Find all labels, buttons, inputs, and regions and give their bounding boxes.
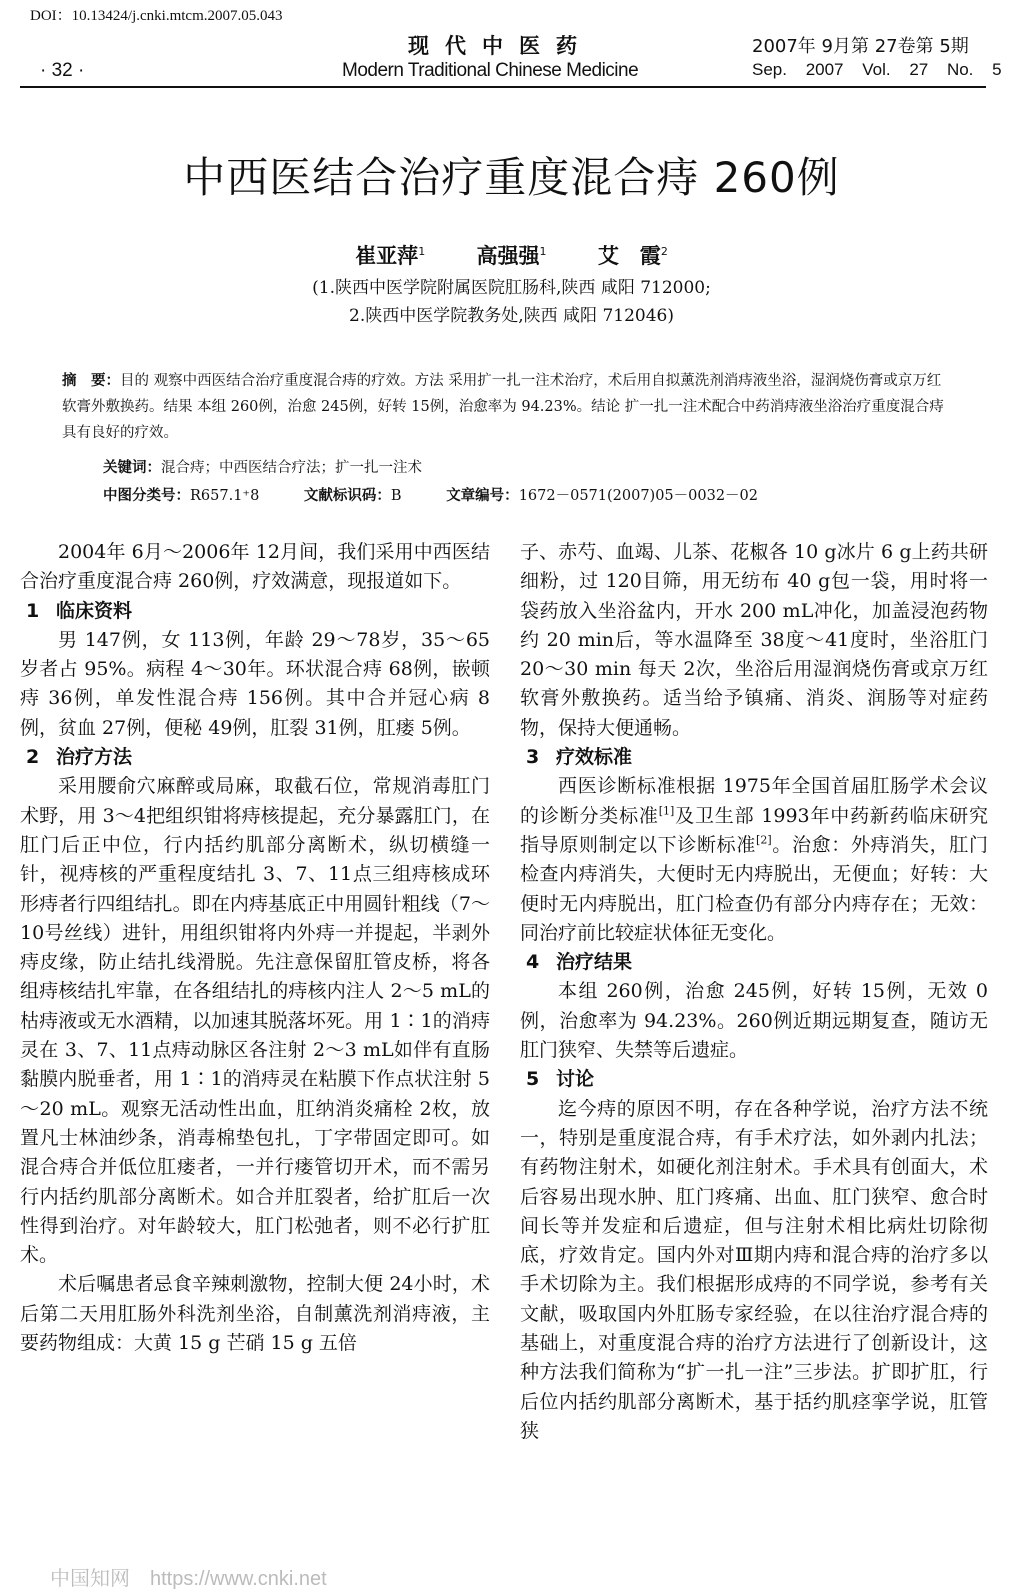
issue-info-cn: 2007年 9月第 27卷第 5期 <box>752 36 969 57</box>
classification-line <box>103 484 798 505</box>
article-title: 中西医结合治疗重度混合痔 260例 <box>183 153 840 202</box>
keywords <box>103 456 422 477</box>
paragraph: 西医诊断标准根据 1975年全国首届肛肠学术会议的诊断分类标准[1]及卫生部 1993年中药新药临床研究指导原则制定以下诊断标准[2]。治愈：外痔消失，肛门检查内痔消失，大便时无内痔脱出，无便血；好转：大便时无内痔脱出，肛门检查仍有部分内痔存在；无效：同治疗前比较症状体征无变化。 <box>520 775 988 944</box>
journal-name-cn: 现代中医药 <box>408 34 593 58</box>
abstract <box>62 368 954 446</box>
paragraph: 采用腰俞穴麻醉或局麻，取截石位，常规消毒肛门术野，用 3～4把组织钳将痔核提起，充分暴露肛门，在肛门后正中位，行内括约肌部分离断术，纵切横缝一针，视痔核的严重程度结扎 3、7、11点三组痔核成环形痔者行四组结扎。即在内痔基底正中用圆针粗线（7～10号丝线）进针，用组织钳将内外痔一并提起，半剥外痔皮缘，防止结扎线滑脱。先注意保留肛管皮桥，将各组痔核结扎牢靠，在各组结扎的痔核内注人 2～5 mL的枯痔液或无水酒精，以加速其脱落坏死。用 1∶1的消痔灵在 3、7、11点痔动脉区各注射 2～3 mL如伴有直肠黏膜内脱垂者，用 1∶1的消痔灵在粘膜下作点状注射 5～20 mL。观察无活动性出血，肛纳消炎痛栓 2枚，放置凡士林油纱条，消毒棉垫包扎，丁字带固定即可。如混合痔合并低位肛瘘者，一并行瘘管切开术，而不需另行内括约肌部分离断术。如合并肛裂者，给扩肛后一次性得到治疗。对年龄较大，肛门松弛者，则不必行扩肛术。 <box>20 775 490 1267</box>
right-column <box>520 538 988 1446</box>
section-heading: 4 治疗结果 <box>526 951 633 974</box>
citation-ref[interactable]: [1] <box>658 804 675 818</box>
paragraph: 本组 260例，治愈 245例，好转 15例，无效 0例，治愈率为 94.23%。260例近期远期复查，随访无肛门狭窄、失禁等后遗症。 <box>520 980 988 1062</box>
author: 艾 霞$^2$ <box>597 244 668 268</box>
author-list <box>0 240 1023 270</box>
header-rule <box>20 86 986 88</box>
article-number: 文章编号：1672－0571(2007)05－0032－02 <box>446 488 759 504</box>
affiliation-1: (1.陕西中医学院附属医院肛肠科,陕西 咸阳 712000; <box>312 278 711 298</box>
citation-ref[interactable]: [2] <box>756 833 772 847</box>
section-heading: 1 临床资料 <box>26 599 133 622</box>
keywords-text: 混合痔；中西医结合疗法；扩一扎一注术 <box>161 460 422 476</box>
left-column <box>20 538 490 1358</box>
issue-info-en: Sep. 2007 Vol. 27 No. 5 <box>752 60 1002 79</box>
section-heading: 2 治疗方法 <box>26 746 133 769</box>
intro-paragraph: 2004年 6月～2006年 12月间，我们采用中西医结合治疗重度混合痔 260例，疗效满意，现报道如下。 <box>20 541 490 593</box>
paragraph: 子、赤芍、血竭、儿茶、花椒各 10 g冰片 6 g上药共研细粉，过 120目筛，用无纺布 40 g包一袋，用时将一袋药放入坐浴盆内，开水 200 mL冲化，加盖浸泡药物约 20 min后，等水温降至 38度～41度时，坐浴肛门 20～30 min 每天 2次，坐浴后用湿润烧伤膏或京万红软膏外敷换药。适当给予镇痛、消炎、润肠等对症药物，保持大便通畅。 <box>520 541 988 739</box>
abstract-text: 目的 观察中西医结合治疗重度混合痔的疗效。方法 采用扩一扎一注术治疗，术后用自拟薰洗剂消痔液坐浴，湿润烧伤膏或京万红软膏外敷换药。结果 本组 260例，治愈 245例，好转 15例，治愈率为 94.23%。结论 扩一扎一注术配合中药消痔液坐浴治疗重度混合痔具有良好的疗效。 <box>62 373 944 441</box>
paragraph: 迄今痔的原因不明，存在各种学说，治疗方法不统一，特别是重度混合痔，有手术疗法，如外剥内扎法；有药物注射术，如硬化剂注射术。手术具有创面大，术后容易出现水肿、肛门疼痛、出血、肛门狭窄、愈合时间长等并发症和后遗症，但与注射术相比病灶切除彻底，疗效肯定。国内外对Ⅲ期内痔和混合痔的治疗多以手术切除为主。我们根据形成痔的不同学说，参考有关文献，吸取国内外肛肠专家经验，在以往治疗混合痔的基础上，对重度混合痔的治疗方法进行了创新设计，这种方法我们简称为“扩一扎一注”三步法。扩即扩肛，行后位内括约肌部分离断术，基于括约肌痉挛学说，肛管狭 <box>520 1097 988 1442</box>
author: 崔亚萍$^1$ <box>355 244 426 268</box>
section-heading: 3 疗效标准 <box>526 746 633 769</box>
clc-number: 中图分类号：R657.1⁺8 <box>103 488 260 504</box>
affiliation-2: 2.陕西中医学院教务处,陕西 咸阳 712046) <box>349 306 674 326</box>
journal-name-en: Modern Traditional Chinese Medicine <box>342 60 639 81</box>
doi: DOI：10.13424/j.cnki.mtcm.2007.05.043 <box>30 8 283 24</box>
paragraph: 男 147例，女 113例，年龄 29～78岁，35～65岁者占 95%。病程 4～30年。环状混合痔 68例，嵌顿痔 36例，单发性混合痔 156例。其中合并冠心病 8例，贫血 27例，便秘 49例，肛裂 31例，肛瘘 5例。 <box>20 628 490 739</box>
document-code: 文献标识码：B <box>303 488 402 504</box>
author: 高强强$^1$ <box>476 244 547 268</box>
watermark: 中国知网 https://www.cnki.net <box>50 1568 327 1590</box>
abstract-label: 摘 要： <box>62 373 120 389</box>
section-heading: 5 讨论 <box>526 1068 595 1091</box>
keywords-label: 关键词： <box>103 460 161 476</box>
paragraph: 术后嘱患者忌食辛辣刺激物，控制大便 24小时，术后第二天用肛肠外科洗剂坐浴，自制薰洗剂消痔液，主要药物组成：大黄 15 g 芒硝 15 g 五倍 <box>20 1273 490 1355</box>
page-number: · 32 · <box>40 60 85 81</box>
